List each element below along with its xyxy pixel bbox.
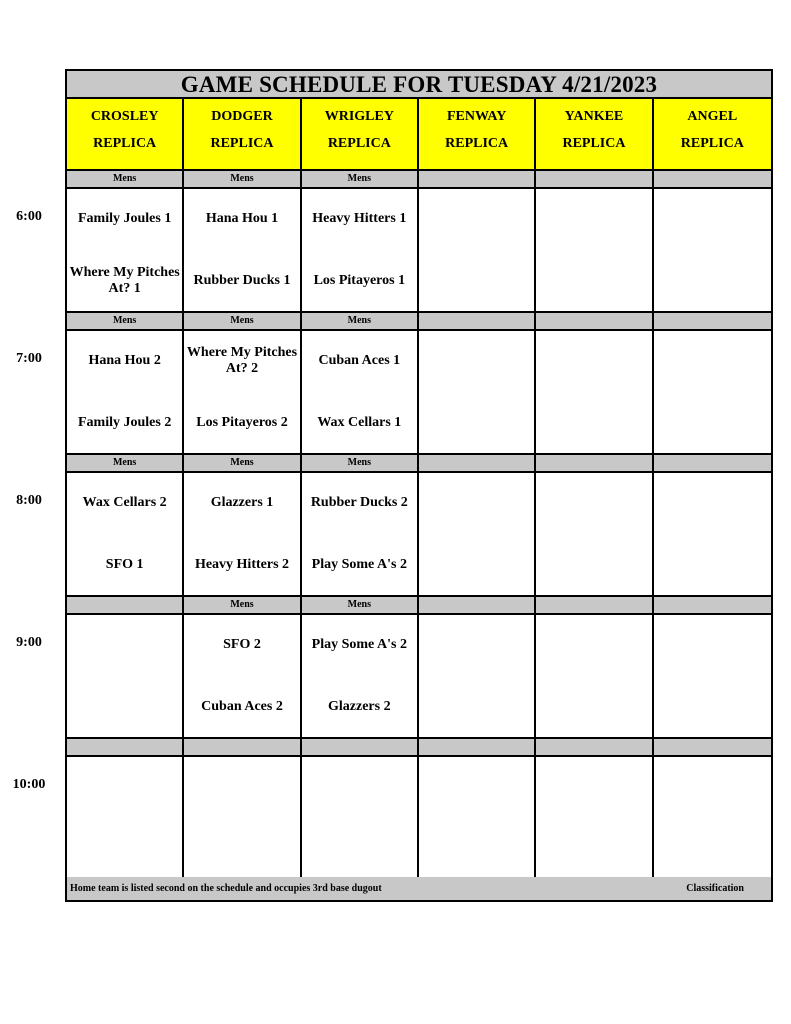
team-visitor: Wax Cellars 2	[82, 495, 167, 510]
team-visitor: Hana Hou 2	[88, 353, 161, 368]
team-home: Glazzers 2	[328, 699, 391, 714]
field-sub: REPLICA	[93, 136, 157, 151]
division-band	[67, 171, 771, 189]
team-home: Family Joules 2	[77, 415, 172, 430]
team-visitor: Hana Hou 1	[205, 211, 279, 226]
field-name: YANKEE	[564, 109, 624, 124]
field-header-fenway	[419, 99, 536, 169]
time-slot-row	[67, 757, 771, 881]
field-name: WRIGLEY	[324, 109, 394, 124]
game-cell	[419, 757, 536, 879]
time-label-6: 6:00	[16, 209, 42, 224]
game-cell	[536, 757, 653, 879]
game-cell	[302, 473, 419, 595]
game-cell	[302, 189, 419, 311]
field-name: DODGER	[211, 109, 273, 124]
time-slot-row	[67, 473, 771, 597]
team-home: Heavy Hitters 2	[194, 557, 290, 572]
division-cell	[419, 739, 536, 755]
division-cell: Mens	[302, 597, 419, 613]
game-cell	[67, 189, 184, 311]
division-cell	[654, 597, 771, 613]
time-slot-row	[67, 615, 771, 739]
division-cell	[654, 739, 771, 755]
game-cell	[536, 473, 653, 595]
time-label-10: 10:00	[12, 777, 46, 792]
game-cell	[419, 331, 536, 453]
team-home: Where My Pitches At? 1	[69, 265, 180, 296]
game-cell	[302, 757, 419, 879]
division-cell	[419, 171, 536, 187]
field-header-angel	[654, 99, 771, 169]
division-cell: Mens	[302, 313, 419, 329]
game-cell	[67, 473, 184, 595]
field-sub: REPLICA	[445, 136, 509, 151]
game-cell	[536, 331, 653, 453]
division-cell	[536, 171, 653, 187]
game-cell	[419, 615, 536, 737]
time-slot-row	[67, 189, 771, 313]
team-visitor: Heavy Hitters 1	[312, 211, 407, 226]
field-sub: REPLICA	[210, 136, 274, 151]
division-cell: Mens	[184, 597, 301, 613]
field-name: FENWAY	[446, 109, 507, 124]
game-cell	[184, 473, 301, 595]
team-home: Play Some A's 2	[311, 557, 407, 572]
division-cell	[419, 455, 536, 471]
field-header-yankee	[536, 99, 653, 169]
game-cell	[654, 189, 771, 311]
game-cell	[184, 189, 301, 311]
division-cell: Mens	[67, 171, 184, 187]
team-visitor: Family Joules 1	[77, 211, 172, 226]
team-home: Los Pitayeros 1	[313, 273, 406, 288]
field-sub: REPLICA	[327, 136, 391, 151]
game-cell	[67, 331, 184, 453]
division-cell	[536, 739, 653, 755]
division-cell: Mens	[67, 313, 184, 329]
schedule-title: GAME SCHEDULE FOR TUESDAY 4/21/2023	[67, 71, 771, 99]
classification-label: Classification	[686, 883, 744, 894]
game-cell	[654, 473, 771, 595]
division-cell: Mens	[67, 455, 184, 471]
game-cell	[67, 757, 184, 879]
division-cell	[302, 739, 419, 755]
field-header-dodger	[184, 99, 301, 169]
field-name: ANGEL	[687, 109, 738, 124]
game-cell	[654, 331, 771, 453]
field-sub: REPLICA	[680, 136, 744, 151]
field-header-crosley	[67, 99, 184, 169]
division-cell	[654, 171, 771, 187]
division-cell: Mens	[302, 455, 419, 471]
team-visitor: SFO 2	[223, 637, 261, 652]
time-slot-row	[67, 331, 771, 455]
division-cell: Mens	[184, 455, 301, 471]
division-cell	[536, 313, 653, 329]
team-home: Rubber Ducks 1	[193, 273, 291, 288]
division-cell	[536, 597, 653, 613]
game-cell	[419, 189, 536, 311]
division-cell	[654, 313, 771, 329]
division-band	[67, 313, 771, 331]
footer-bar	[67, 877, 771, 900]
game-cell	[654, 615, 771, 737]
division-cell: Mens	[184, 171, 301, 187]
division-cell: Mens	[184, 313, 301, 329]
game-cell	[184, 757, 301, 879]
game-cell	[536, 615, 653, 737]
field-name: CROSLEY	[90, 109, 159, 124]
team-home: Los Pitayeros 2	[196, 415, 288, 430]
division-cell	[419, 313, 536, 329]
home-team-note: Home team is listed second on the schedule and occupies 3rd base dugout	[70, 883, 382, 894]
team-visitor: Rubber Ducks 2	[310, 495, 408, 510]
division-cell	[67, 739, 184, 755]
game-cell	[536, 189, 653, 311]
division-cell	[67, 597, 184, 613]
game-cell	[302, 331, 419, 453]
division-cell	[536, 455, 653, 471]
team-visitor: Cuban Aces 1	[318, 353, 401, 368]
division-band	[67, 739, 771, 757]
game-cell	[419, 473, 536, 595]
field-header-wrigley	[302, 99, 419, 169]
team-visitor: Play Some A's 2	[311, 637, 407, 652]
game-cell	[654, 757, 771, 879]
field-sub: REPLICA	[562, 136, 626, 151]
division-cell	[654, 455, 771, 471]
time-label-7: 7:00	[16, 351, 42, 366]
team-home: Cuban Aces 2	[201, 699, 283, 714]
schedule-table	[65, 69, 773, 902]
team-home: SFO 1	[105, 557, 144, 572]
team-visitor: Where My Pitches At? 2	[186, 345, 298, 376]
game-cell	[184, 331, 301, 453]
division-cell	[419, 597, 536, 613]
field-header-row	[67, 99, 771, 171]
team-home: Wax Cellars 1	[317, 415, 402, 430]
division-band	[67, 455, 771, 473]
game-cell	[302, 615, 419, 737]
game-cell	[184, 615, 301, 737]
time-label-8: 8:00	[16, 493, 42, 508]
game-cell	[67, 615, 184, 737]
division-cell: Mens	[302, 171, 419, 187]
division-cell	[184, 739, 301, 755]
team-visitor: Glazzers 1	[210, 495, 274, 510]
time-label-9: 9:00	[16, 635, 42, 650]
division-band	[67, 597, 771, 615]
